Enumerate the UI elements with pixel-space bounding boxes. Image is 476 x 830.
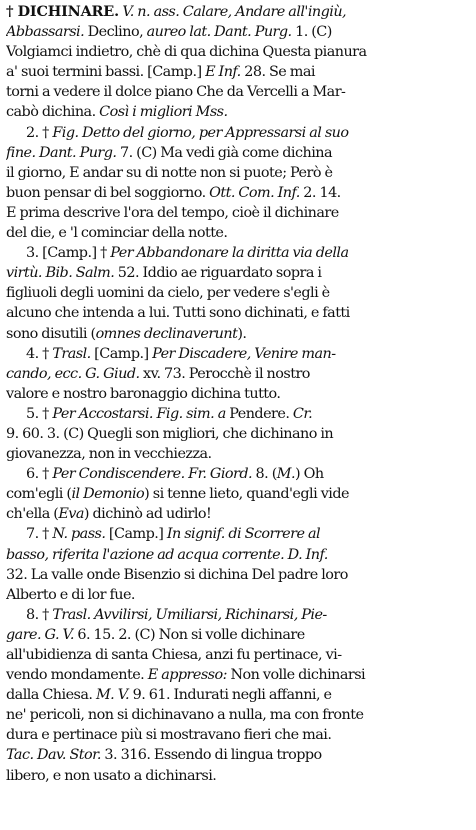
text-line: 2. † Fig. Detto del giorno, per Appressarsi al suo bbox=[26, 124, 349, 141]
text-line: Abbassarsi. Declino, aureo lat. Dant. Purg. 1. (C) bbox=[6, 24, 332, 41]
text-line: il giorno, E andar su di notte non si puote; Però è bbox=[6, 164, 333, 181]
text-line: alcuno che intenda a lui. Tutti sono dichinati, e fatti bbox=[6, 305, 350, 322]
text-line: 3. [Camp.] † Per Abbandonare la diritta via della bbox=[26, 245, 349, 262]
text-line: vendo mondamente. E appresso: Non volle dichinarsi bbox=[6, 667, 366, 684]
sense-2 bbox=[6, 123, 470, 244]
text-line: giovanezza, non in vecchiezza. bbox=[6, 446, 212, 463]
text-line: 32. La valle onde Bisenzio si dichina Del padre loro bbox=[6, 566, 348, 583]
text-line: 6. † Per Condiscendere. Fr. Giord. 8. (M.) Oh bbox=[26, 466, 324, 483]
text-line: cando, ecc. G. Giud. xv. 73. Perocchè il nostro bbox=[6, 365, 310, 382]
text-line: buon pensar di bel soggiorno. Ott. Com. Inf. 2. 14. bbox=[6, 184, 341, 201]
sense-4 bbox=[6, 344, 470, 404]
text-line: 4. † Trasl. [Camp.] Per Discadere, Venire man- bbox=[26, 345, 336, 362]
text-line: E prima descrive l'ora del tempo, cioè il dichinare bbox=[6, 204, 339, 221]
text-line: gare. G. V. 6. 15. 2. (C) Non si volle dichinare bbox=[6, 626, 305, 643]
sense-7 bbox=[6, 524, 470, 604]
entry-definition bbox=[6, 2, 470, 123]
sense-8 bbox=[6, 605, 470, 786]
sense-5 bbox=[6, 404, 470, 464]
text-line: libero, e non usato a dichinarsi. bbox=[6, 767, 217, 784]
text-line: cabò dichina. Così i migliori Mss. bbox=[6, 104, 228, 121]
text-line: 9. 60. 3. (C) Quegli son migliori, che dichinano in bbox=[6, 425, 334, 442]
text-line: torni a vedere il dolce piano Che da Vercelli a Mar- bbox=[6, 84, 346, 101]
sense-6 bbox=[6, 464, 470, 524]
text-line: all'ubidienza di santa Chiesa, anzi fu pertinace, vi- bbox=[6, 647, 342, 663]
text-line: dalla Chiesa. M. V. 9. 61. Indurati negli affanni, e bbox=[6, 687, 332, 704]
text-line: fine. Dant. Purg. 7. (C) Ma vedi già come dichina bbox=[6, 144, 332, 161]
text-line: basso, riferita l'azione ad acqua corrente. D. Inf. bbox=[6, 546, 328, 563]
text-line: del die, e 'l cominciar della notte. bbox=[6, 225, 228, 242]
text-line: dura e pertinace più si mostravano fieri che mai. bbox=[6, 727, 332, 744]
sense-3 bbox=[6, 243, 470, 343]
text-line: figliuoli degli uomini da cielo, per vedere s'egli è bbox=[6, 285, 330, 302]
text-line: Tac. Dav. Stor. 3. 316. Essendo di lingua troppo bbox=[6, 747, 322, 764]
text-line: 8. † Trasl. Avvilirsi, Umiliarsi, Richinarsi, Pie- bbox=[26, 606, 327, 623]
text-line: com'egli (il Demonio) si tenne lieto, quand'egli vide bbox=[6, 486, 349, 503]
text-line: † DICHINARE. V. n. ass. Calare, Andare all'ingiù, bbox=[6, 3, 347, 20]
entry-headword: † DICHINARE. bbox=[6, 3, 119, 20]
text-line: a' suoi termini bassi. [Camp.] E Inf. 28. Se mai bbox=[6, 64, 315, 81]
text-line: Alberto e di lor fue. bbox=[6, 586, 135, 603]
text-line: valore e nostro baronaggio dichina tutto. bbox=[6, 385, 281, 402]
text-line: 5. † Per Accostarsi. Fig. sim. a Pendere. Cr. bbox=[26, 405, 313, 422]
text-line: ch'ella (Eva) dichinò ad udirlo! bbox=[6, 506, 212, 523]
text-line: virtù. Bib. Salm. 52. Iddio ae riguardato sopra i bbox=[6, 265, 322, 282]
text-line: ne' pericoli, non si dichinavano a nulla, ma con fronte bbox=[6, 707, 364, 724]
text-line: 7. † N. pass. [Camp.] In signif. di Scorrere al bbox=[26, 526, 321, 543]
text-line: sono disutili (omnes declinaverunt). bbox=[6, 325, 247, 342]
text-line: Volgiamci indietro, chè di qua dichina Questa pianura bbox=[6, 44, 367, 61]
